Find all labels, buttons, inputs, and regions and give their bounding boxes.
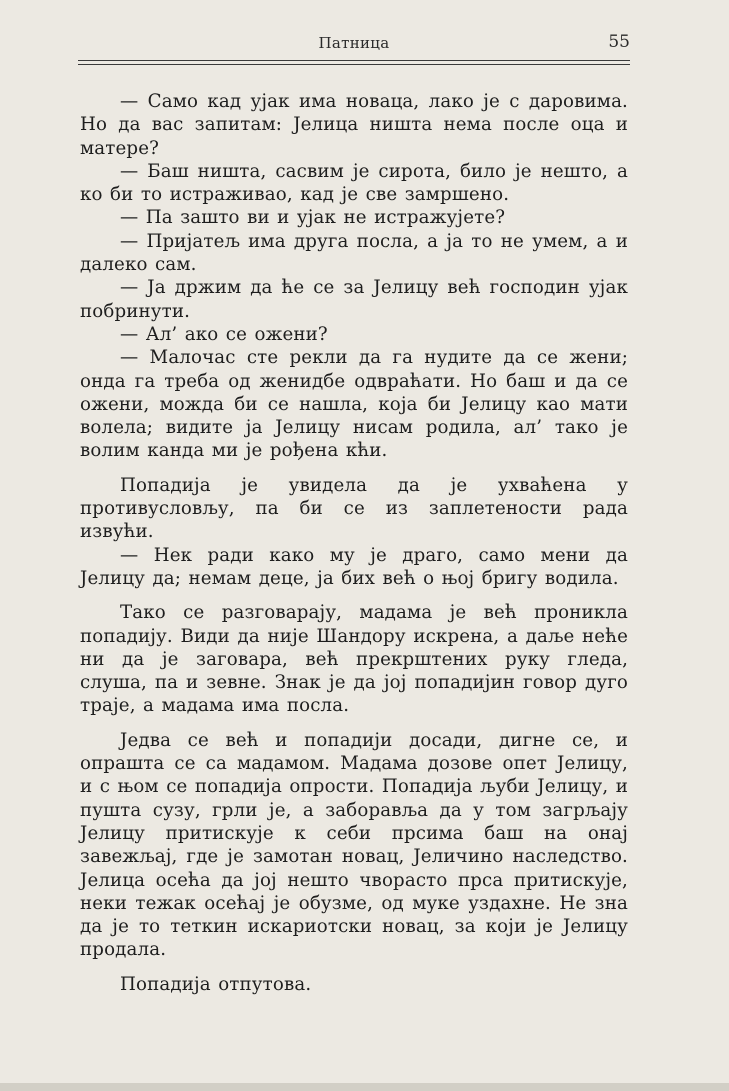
paragraph: — Само кад ујак има новаца, лако је с даровима. Но да вас запитам: Јелица ништа нема после оца и матере? bbox=[80, 91, 628, 159]
paragraph: Једва се већ и попадији досади, дигне се, и опрашта се са мадамом. Мадама дозове опет Јелицу, и с њом се попадија опрости. Попадија љуби Јелицу, и пушта сузу, грли је, а заборавља да у том загрљају Јелицу притискује к себи прсима баш на онај завежљај, где је замотан новац, Јеличино наследство. Јелица осећа да јој нешто чворасто прса притискује, неки тежак осећај је обузме, од муке уздахне. Не зна да је то теткин искариотски новац, за који је Јелицу продала. bbox=[80, 729, 628, 961]
page-number: 55 bbox=[608, 32, 630, 52]
paragraph: — Па зашто ви и ујак не истражујете? bbox=[120, 207, 506, 229]
header-rule-top bbox=[78, 60, 630, 61]
page-body bbox=[80, 90, 628, 996]
paragraph: — Малочас сте рекли да га нудите да се жени; онда га треба од женидбе одвраћати. Но баш и да се ожени, можда би се нашла, која би Јелицу као мати волела; видите ја Јелицу нисам родила, ал’ тако је волим канда ми је рођена кћи. bbox=[80, 347, 628, 462]
paragraph: Тако се разговарају, мадама је већ проникла попадију. Види да није Шандору искрена, а даље неће ни да је заговара, већ прекрштених руку гледа, слуша, па и зевне. Знак је да јој попадијин говор дуго траје, а мадама има посла. bbox=[80, 602, 628, 717]
paragraph: Попадија отпутова. bbox=[120, 973, 312, 995]
paragraph: — Ја држим да ће се за Јелицу већ господин ујак побринути. bbox=[80, 277, 628, 322]
paragraph: — Ал’ ако се ожени? bbox=[120, 323, 328, 345]
paragraph: — Пријатељ има друга посла, а ја то не умем, а и далеко сам. bbox=[80, 230, 628, 276]
running-title: Патница bbox=[318, 34, 390, 52]
header-rule-bottom bbox=[78, 64, 630, 65]
paragraph: — Баш ништа, сасвим је сирота, било је нешто, а ко би то истраживао, кад је све замршено. bbox=[80, 160, 628, 206]
running-header bbox=[78, 30, 630, 54]
paragraph: — Нек ради како му је драго, само мени да Јелицу да; немам деце, ја бих већ о њој бригу водила. bbox=[80, 544, 628, 589]
paragraph: Попадија је увидела да је ухваћена у противусловљу, па би се из заплетености рада извући. bbox=[80, 474, 628, 543]
page-bottom-edge bbox=[0, 1083, 729, 1091]
